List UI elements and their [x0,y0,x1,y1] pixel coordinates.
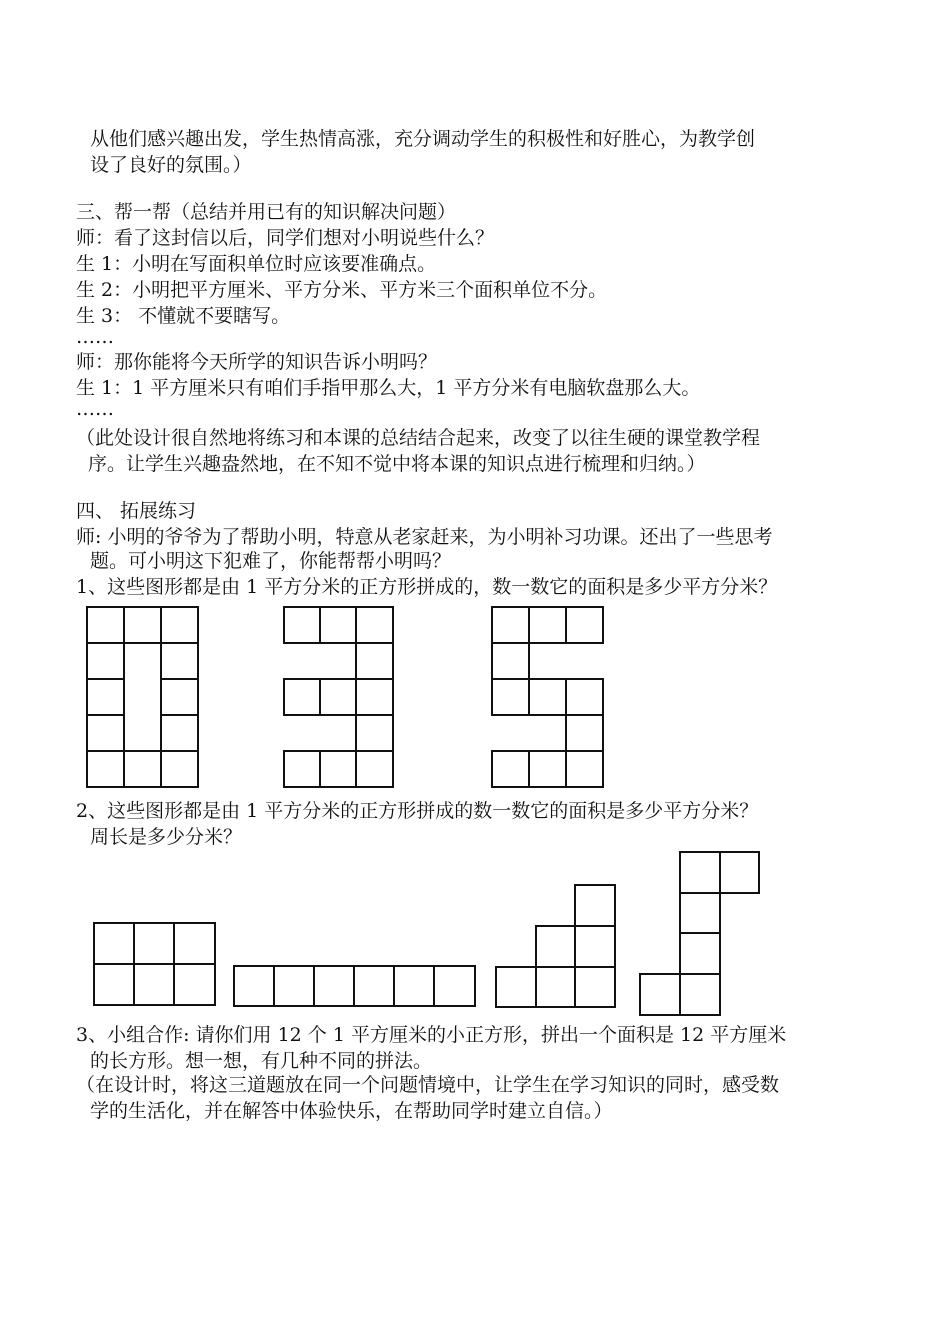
text-line: 序。让学生兴趣盎然地，在不知不觉中将本课的知识点进行梳理和归纳。） [88,453,706,475]
figure-rectangle-2x3 [93,922,217,1006]
section-heading: 四、 拓展练习 [76,500,197,522]
text-line: （此处设计很自然地将练习和本课的总结结合起来，改变了以往生硬的课堂教学程 [76,427,761,449]
ellipsis: …… [76,326,114,348]
text-line: 学的生活化，并在解答中体验快乐，在帮助同学时建立自信。） [90,1100,613,1122]
figure-hook-shape [639,851,761,1017]
text-line: 设了良好的氛围。） [90,154,252,176]
figure-five-shape [491,606,605,788]
text-line: 师：看了这封信以后，同学们想对小明说些什么？ [76,227,495,249]
text-line: 师: 小明的爷爷为了帮助小明，特意从老家赶来，为小明补习功课。还出了一些思考 [76,526,773,548]
figure-three-shape [283,606,395,788]
text-line: 生 1：1 平方厘米只有咱们手指甲那么大，1 平方分米有电脑软盘那么大。 [76,377,701,399]
text-line: 生 2：小明把平方厘米、平方分米、平方米三个面积单位不分。 [76,279,608,301]
text-line: 师：那你能将今天所学的知识告诉小明吗？ [76,351,438,373]
text-line: 生 1：小明在写面积单位时应该要准确点。 [76,253,437,275]
figure-zero-shape [86,606,200,788]
figure-strip-1x6 [233,965,477,1007]
text-line: 的长方形。想一想，有几种不同的拼法。 [90,1050,433,1072]
ellipsis: …… [76,398,114,420]
section-heading: 三、帮一帮（总结并用已有的知识解决问题） [76,201,457,223]
figure-staircase [495,884,617,1008]
question-2: 2、这些图形都是由 1 平方分米的正方形拼成的数一数它的面积是多少平方分米？ [76,800,759,822]
text-line: 生 3： 不懂就不要瞎写。 [76,305,291,327]
text-line: （在设计时，将这三道题放在同一个问题情境中，让学生在学习知识的同时，感受数 [76,1074,780,1096]
text-line: 题。可小明这下犯难了，你能帮帮小明吗？ [90,550,452,572]
text-line: 周长是多少分米？ [90,826,243,848]
question-3: 3、小组合作: 请你们用 12 个 1 平方厘米的小正方形，拼出一个面积是 12 平方厘米 [76,1024,787,1046]
text-line: 从他们感兴趣出发，学生热情高涨，充分调动学生的积极性和好胜心，为教学创 [90,128,756,150]
question-1: 1、这些图形都是由 1 平方分米的正方形拼成的，数一数它的面积是多少平方分米？ [76,576,778,598]
